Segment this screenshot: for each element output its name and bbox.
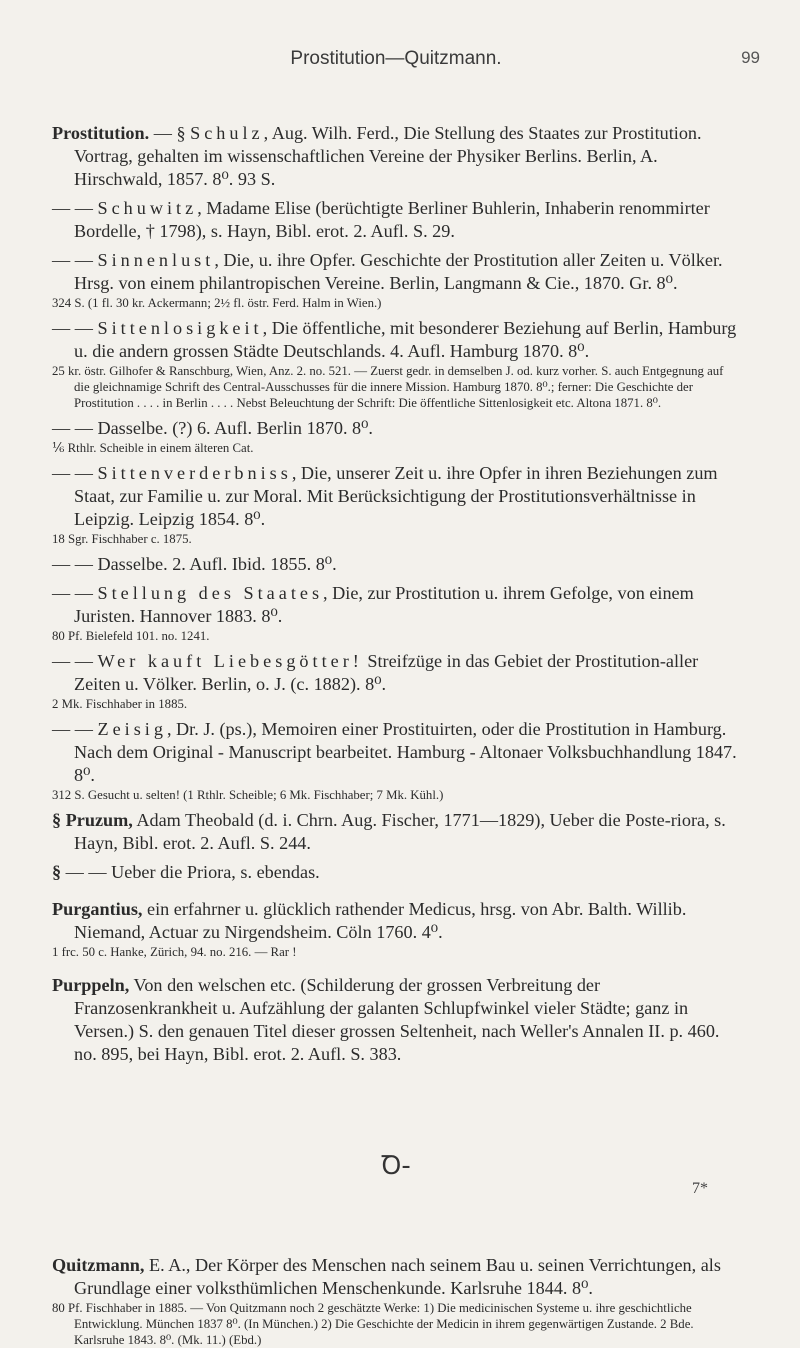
bibliography-entry-zeisig [52,718,740,803]
entry-dash: — — [61,862,112,882]
bibliography-entry-schulz [52,122,740,191]
entry-dash: — — [52,463,98,483]
entry-text: , Aug. Wilh. Ferd., Die Stellung des Staates zur Prostitution. Vortrag, gehalten im wissenschaftlichen Vereine der Physiker Berlins. Berlin, A. Hirschwald, 1857. 8⁰. 93 S. [74,123,702,189]
entry-dash: — — [52,719,98,739]
bibliography-entry-quitzmann [52,1254,740,1348]
entry-text: , Die öffentliche, mit besonderer Beziehung auf Berlin, Hamburg u. die andern grossen Städte Deutschlands. 4. Aufl. Hamburg 1870. 8⁰. [74,318,737,361]
bibliography-entry-stellung [52,582,740,644]
entry-text: Adam Theobald (d. i. Chrn. Aug. Fischer, 1771—1829), Ueber die Poste-riora, s. Hayn, Bibl. erot. 2. Aufl. S. 244. [74,810,726,853]
bibliography-entry-sinnenlust [52,249,740,311]
entry-text: , Madame Elise (berüchtigte Berliner Buhlerin, Inhaberin renommirter Bordelle, † 1798), s. Hayn, Bibl. erot. 2. Aufl. S. 29. [74,198,710,241]
bibliography-entry-purppeln [52,974,740,1066]
entry-name: Wer kauft Liebesgötter! [97,651,363,671]
entry-note: 324 S. (1 fl. 30 kr. Ackermann; 2½ fl. östr. Ferd. Halm in Wien.) [52,296,382,310]
entry-dash: — — [52,583,98,603]
entry-lead: Purgantius, [52,899,143,919]
bibliography-entry-priora [52,861,740,884]
entry-name: Sittenlosigkeit [97,318,263,338]
entry-name: Schuwitz [97,198,198,218]
entry-note: 25 kr. östr. Gilhofer & Ranschburg, Wien, Anz. 2. no. 521. — Zuerst gedr. in demselben J. od. kurz vorher. S. auch Entgegnung auf die gleichnamige Schrift des Central-Ausschusses für die innere Mission. Hamburg 1870. 8⁰.; ferner: Die Geschichte der Prostitution . . . . in Berlin . . . . Nebst Beleuchtung der Schrift: Die öffentliche Sittenlosigkeit etc. Altona 1871. 8⁰. [52,364,724,410]
bibliography-entry-sittenverderbniss [52,462,740,547]
entry-lead: § [52,862,62,882]
entry-note: 80 Pf. Fischhaber in 1885. — Von Quitzmann noch 2 geschätzte Werke: 1) Die medicinischen Systeme u. ihre geschichtliche Entwicklung. München 1837 8⁰. (In München.) 2) Die Geschichte der Medicin in ihrem gegenwärtigen Zustande. 2 Bde. Karlsruhe 1843. 8⁰. (Mk. 11.) (Ebd.) [52,1301,694,1347]
entry-lead: Quitzmann, [52,1255,145,1275]
entry-dash: — — [52,554,98,574]
entry-note: 80 Pf. Bielefeld 101. no. 1241. [52,629,210,643]
entry-text: Dasselbe. 2. Aufl. Ibid. 1855. 8⁰. [97,554,337,574]
entry-dash: — — [52,250,98,270]
signature-mark: 7* [692,1180,708,1197]
entry-dash: — — [52,318,98,338]
entry-text: E. A., Der Körper des Menschen nach seinem Bau u. seinen Verrichtungen, als Grundlage einer volksthümlichen Menschenkunde. Karlsruhe 1844. 8⁰. [74,1255,721,1298]
entry-lead: Purppeln, [52,975,130,995]
entry-name: Schulz [190,123,264,143]
entry-lead: § Pruzum, [52,810,133,830]
entry-name: Sittenverderbniss [97,463,292,483]
entry-text: , Die, u. ihre Opfer. Geschichte der Prostitution aller Zeiten u. Völker. Hrsg. von einem philantropischen Vereine. Berlin, Langmann & Cie., 1870. Gr. 8⁰. [74,250,723,293]
bibliography-entry-pruzum [52,809,740,855]
entry-text: , Die, unserer Zeit u. ihre Opfer in ihren Beziehungen zum Staat, zur Familie u. zur Moral. Mit Berücksichtigung der Prostitutionsverhältnisse in Leipzig. Leipzig 1854. 8⁰. [74,463,718,529]
bibliography-entry-sittenlosigkeit [52,317,740,411]
entry-note: 1 frc. 50 c. Hanke, Zürich, 94. no. 216. — Rar ! [52,945,297,959]
entry-dash: — § [149,123,191,143]
entry-name: Stellung des Staates [97,583,324,603]
entry-note: ⅙ Rthlr. Scheible in einem älteren Cat. [52,441,254,455]
entry-text: ein erfahrner u. glücklich rathender Medicus, hrsg. von Abr. Balth. Willib. Niemand, Actuar zu Nirgendsheim. Cöln 1760. 4⁰. [74,899,687,942]
entry-text: , Die, zur Prostitution u. ihrem Gefolge, von einem Juristen. Hannover 1883. 8⁰. [74,583,694,626]
page-number: 99 [741,48,760,67]
entry-text: Dasselbe. (?) 6. Aufl. Berlin 1870. 8⁰. [97,418,373,438]
bibliography-entry-purgantius [52,898,740,960]
entry-name: Sinnenlust [97,250,215,270]
bibliography-entry-wer-kauft [52,650,740,712]
entry-dash: — — [52,198,98,218]
entry-text: Ueber die Priora, s. ebendas. [111,862,320,882]
entry-name: Zeisig [97,719,167,739]
entry-dash: — — [52,418,98,438]
bibliography-entry-schuwitz [52,197,740,243]
bibliography-entries [52,122,740,1066]
section-ornament: Ꝺ- [381,1151,411,1181]
running-head [52,0,760,69]
entry-dash: — — [52,651,98,671]
entry-text: , Dr. J. (ps.), Memoiren einer Prostituirten, oder die Prostitution in Hamburg. Nach dem Original - Manuscript bearbeitet. Hamburg - Altonaer Volksbuchhandlung 1847. 8⁰. [74,719,737,785]
page-title: Prostitution—Quitzmann. [290,48,502,69]
entry-note: 18 Sgr. Fischhaber c. 1875. [52,532,192,546]
bibliography-entry-dasselbe-2 [52,553,740,576]
entry-text: Streifzüge in das Gebiet der Prostitution-aller Zeiten u. Völker. Berlin, o. J. (c. 1882). 8⁰. [74,651,699,694]
entry-note: 2 Mk. Fischhaber in 1885. [52,697,188,711]
bibliography-entry-dasselbe-1 [52,417,740,456]
entry-note: 312 S. Gesucht u. selten! (1 Rthlr. Scheible; 6 Mk. Fischhaber; 7 Mk. Kühl.) [52,788,444,802]
entry-lead: Prostitution. [52,123,150,143]
entry-text: Von den welschen etc. (Schilderung der grossen Verbreitung der Franzosenkrankheit u. Aufzählung der galanten Schlupfwinkel vieler Städte; ganz in Versen.) S. den genauen Titel dieser grossen Seltenheit, nach Weller's Annalen II. p. 460. no. 895, bei Hayn, Bibl. erot. 2. Aufl. S. 383. [74,975,720,1064]
